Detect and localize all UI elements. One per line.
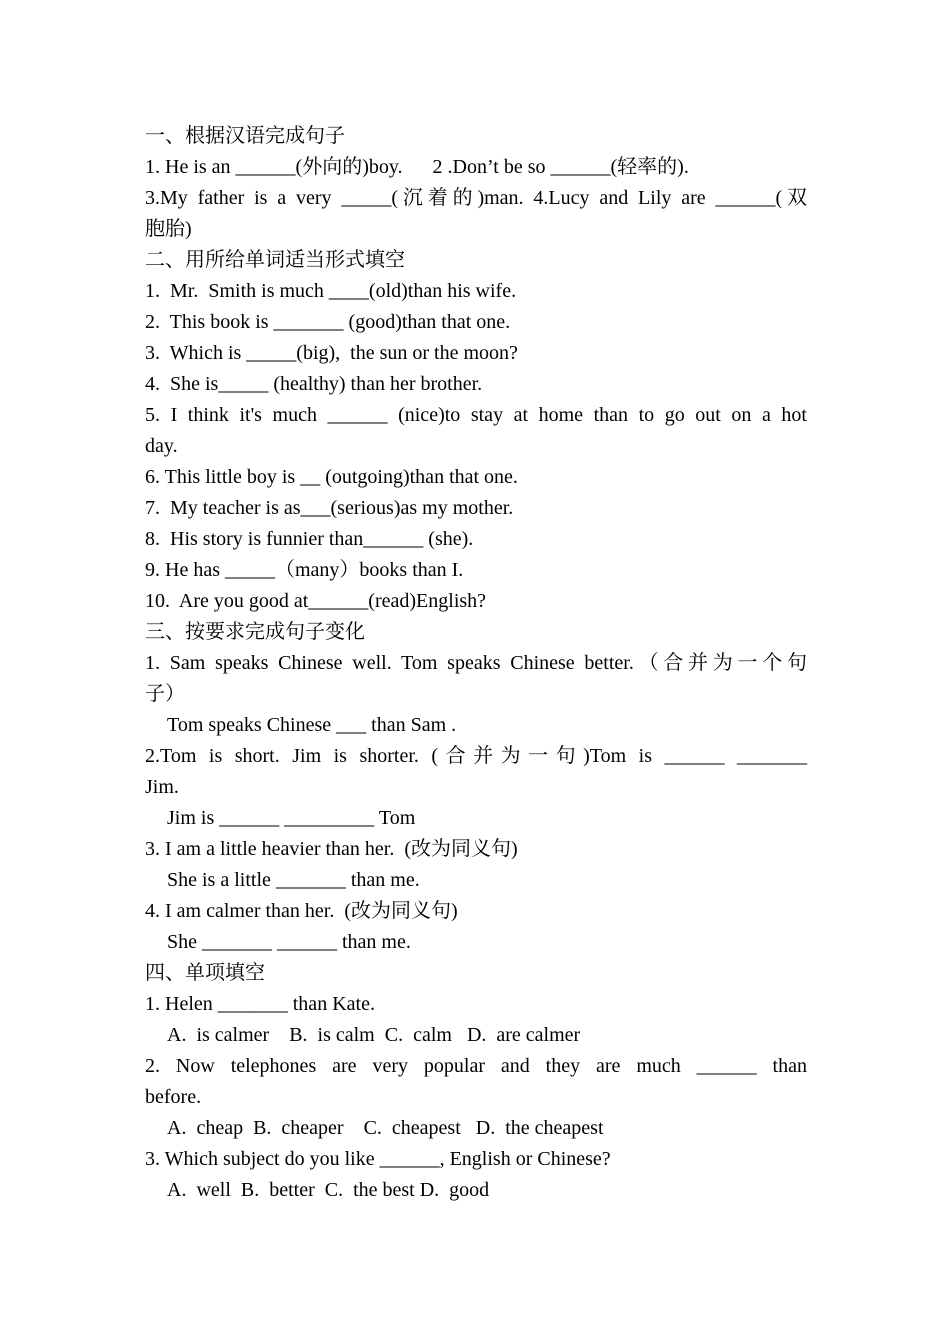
- section-4-options-3: A. well B. better C. the best D. good: [167, 1179, 490, 1201]
- worksheet-content: [145, 121, 807, 1206]
- section-2-question-4: 4. She is_____ (healthy) than her brother.: [145, 373, 483, 395]
- section-4-heading: 四、单项填空: [145, 962, 265, 984]
- section-1-heading: 一、根据汉语完成句子: [145, 125, 345, 147]
- section-2-question-5: 5. I think it's much ______ (nice)to stay at home than to go out on a hot: [145, 404, 807, 426]
- section-2-question-1: 1. Mr. Smith is much ____(old)than his wife.: [145, 280, 517, 302]
- section-3-answer-2: Jim is ______ _________ Tom: [167, 807, 416, 829]
- section-2-question-6: 6. This little boy is __ (outgoing)than that one.: [145, 466, 518, 488]
- section-2-question-10: 10. Are you good at______(read)English?: [145, 590, 487, 612]
- section-2-question-5-cont: day.: [145, 435, 178, 457]
- section-3-heading: 三、按要求完成句子变化: [145, 621, 365, 643]
- section-2-question-2: 2. This book is _______ (good)than that one.: [145, 311, 511, 333]
- section-3-question-1-cont: 子）: [145, 683, 185, 705]
- section-3-question-2-cont: Jim.: [145, 776, 179, 798]
- section-4-question-2-cont: before.: [145, 1086, 202, 1108]
- section-4-question-3: 3. Which subject do you like ______, English or Chinese?: [145, 1148, 611, 1170]
- section-3-answer-3: She is a little _______ than me.: [167, 869, 420, 891]
- section-3-answer-1: Tom speaks Chinese ___ than Sam .: [167, 714, 457, 736]
- section-2-question-8: 8. His story is funnier than______ (she).: [145, 528, 474, 550]
- section-4-question-2: 2. Now telephones are very popular and they are much ______ than: [145, 1055, 807, 1077]
- section-3-question-1: 1. Sam speaks Chinese well. Tom speaks Chinese better.（合并为一个句: [145, 652, 807, 674]
- section-3-answer-4: She _______ ______ than me.: [167, 931, 411, 953]
- section-4-question-1: 1. Helen _______ than Kate.: [145, 993, 375, 1015]
- section-1-line-3: 胞胎): [145, 218, 192, 240]
- section-2-question-9: 9. He has _____（many）books than I.: [145, 559, 464, 581]
- section-2-question-3: 3. Which is _____(big), the sun or the moon?: [145, 342, 518, 364]
- section-3-question-2: 2.Tom is short. Jim is shorter. (合并为一句)Tom is ______ _______: [145, 745, 807, 767]
- section-2-heading: 二、用所给单词适当形式填空: [145, 249, 405, 271]
- section-1-line-2: 3.My father is a very _____(沉着的)man. 4.Lucy and Lily are ______(双: [145, 187, 807, 209]
- section-3-question-3: 3. I am a little heavier than her. (改为同义句): [145, 838, 518, 860]
- section-4-options-1: A. is calmer B. is calm C. calm D. are calmer: [167, 1024, 581, 1046]
- section-4-options-2: A. cheap B. cheaper C. cheapest D. the cheapest: [167, 1117, 604, 1139]
- section-1-line-1: 1. He is an ______(外向的)boy. 2 .Don’t be so ______(轻率的).: [145, 156, 689, 178]
- section-3-question-4: 4. I am calmer than her. (改为同义句): [145, 900, 458, 922]
- section-2-question-7: 7. My teacher is as___(serious)as my mother.: [145, 497, 514, 519]
